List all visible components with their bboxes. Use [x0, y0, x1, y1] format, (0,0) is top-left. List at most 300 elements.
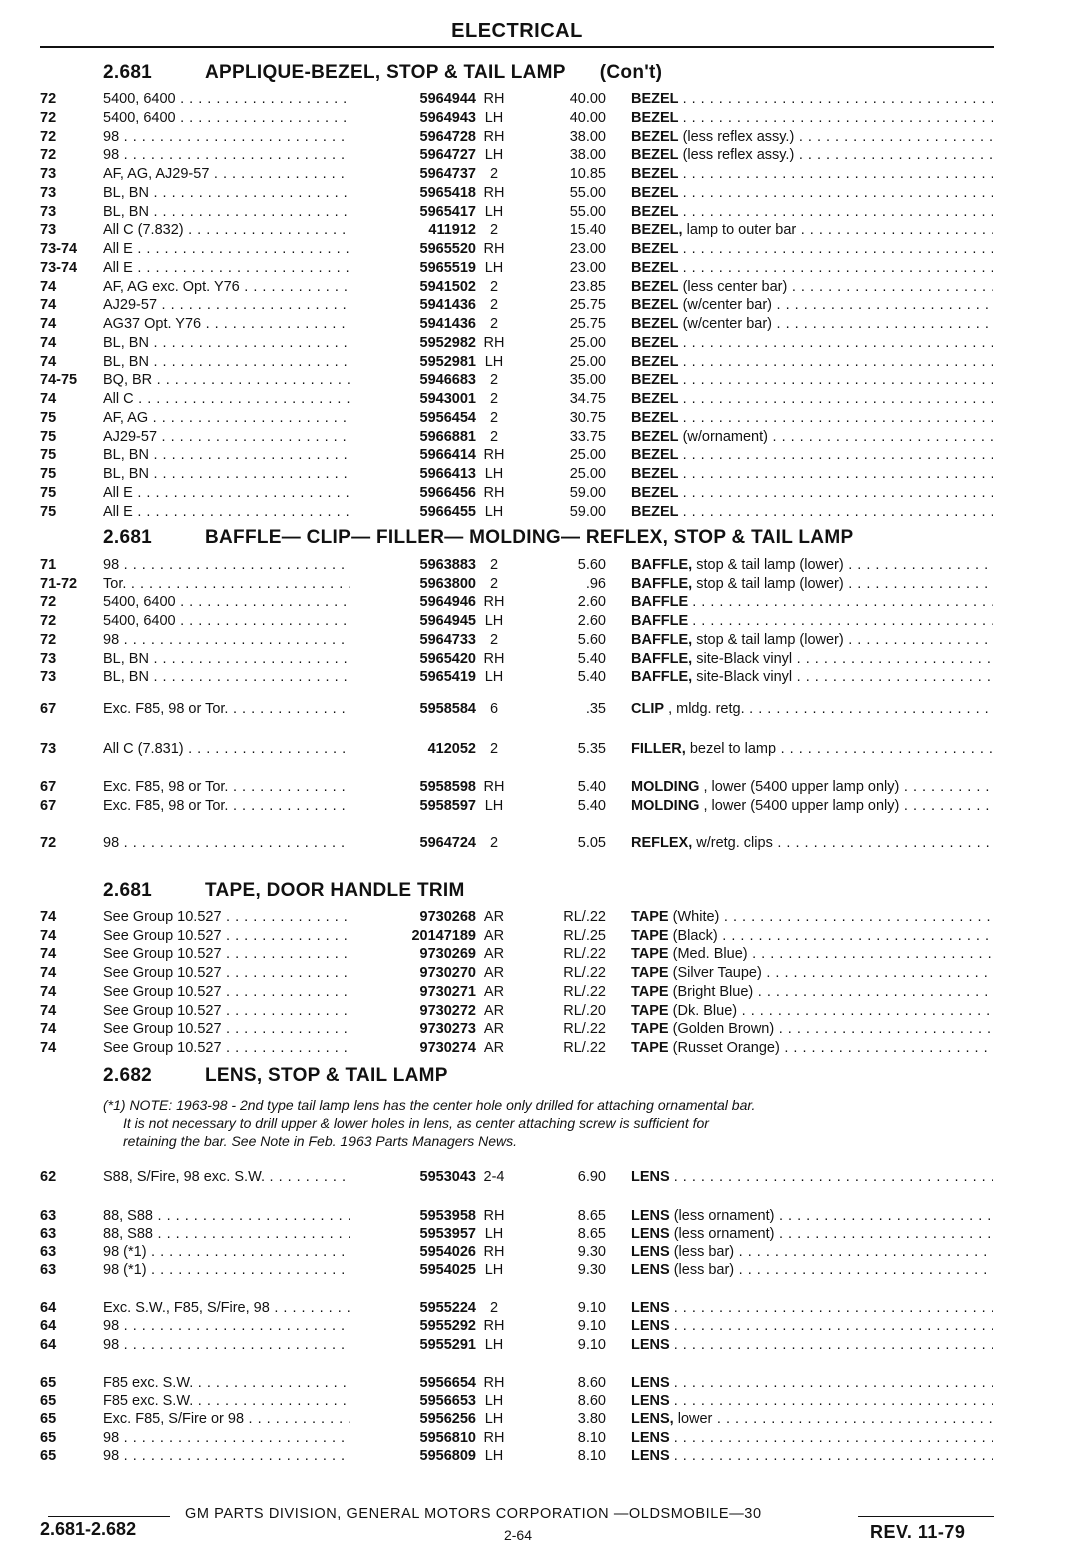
quantity: RH [483, 1244, 505, 1260]
price: 25.00 [569, 466, 606, 482]
table-row [0, 1429, 1078, 1448]
description-keyword: BEZEL [631, 316, 679, 332]
part-number: 9730269 [350, 945, 476, 964]
description-detail: (Bright Blue) [672, 983, 754, 1000]
description [631, 700, 993, 719]
description [631, 109, 993, 128]
description-detail: , lower (5400 upper lamp only) [703, 798, 900, 814]
description [631, 740, 993, 759]
description-keyword: LENS [631, 1300, 670, 1316]
model-year: 73 [40, 203, 57, 220]
description-keyword: TAPE [631, 965, 669, 982]
quantity: LH [484, 203, 504, 220]
description-keyword: TAPE [631, 1021, 669, 1038]
description [631, 446, 993, 465]
part-number: 5965418 [350, 184, 476, 203]
part-number: 9730270 [350, 964, 476, 983]
quantity: LH [484, 1262, 504, 1278]
description-detail: (Golden Brown) [672, 1021, 775, 1038]
description [631, 1429, 993, 1448]
description-keyword: BEZEL [631, 484, 679, 501]
description-keyword: BEZEL [631, 409, 679, 426]
part-number: 5958597 [350, 797, 476, 816]
table-row [0, 1392, 1078, 1411]
footer-section-range: 2.681-2.682 [40, 1519, 137, 1539]
description-keyword: BEZEL [631, 278, 679, 295]
table-row [0, 278, 1078, 297]
model-year: 63 [40, 1208, 57, 1224]
model-year: 72 [40, 835, 57, 851]
description-keyword: BEZEL [631, 334, 679, 351]
footer-page-number: 2-64 [503, 1527, 533, 1543]
model-year: 65 [40, 1393, 57, 1409]
part-number: 5958584 [350, 700, 476, 719]
description-detail: (w/center bar) [682, 297, 773, 314]
description-keyword: LENS, [631, 1411, 674, 1427]
table-row [0, 165, 1078, 184]
description-detail: (less reflex assy.) [682, 128, 795, 145]
model-year: 72 [40, 128, 57, 145]
price: RL/.20 [563, 1002, 606, 1019]
table-row [0, 203, 1078, 222]
description-keyword: BEZEL [631, 503, 679, 520]
application: See Group 10.527 . . . [103, 983, 373, 1002]
part-number: 5956454 [350, 409, 476, 428]
table-row [0, 556, 1078, 575]
price: 3.80 [577, 1411, 606, 1427]
description-detail: (less center bar) [682, 278, 788, 295]
application: 98 . . . [103, 631, 373, 650]
part-number: 5952981 [350, 353, 476, 372]
part-number: 5953957 [350, 1225, 476, 1244]
application: 5400, 6400 . . . [103, 612, 373, 631]
price: 9.10 [577, 1300, 606, 1316]
quantity: LH [484, 503, 504, 520]
part-number: 5964733 [350, 631, 476, 650]
model-year: 75 [40, 466, 57, 482]
description [631, 465, 993, 484]
section-header [103, 62, 662, 84]
quantity: AR [483, 1021, 505, 1038]
description-detail: (Russet Orange) [672, 1039, 780, 1056]
price: 23.00 [569, 241, 606, 257]
description [631, 945, 993, 964]
model-year: 73 [40, 166, 57, 182]
model-year: 63 [40, 1262, 57, 1278]
price: 5.60 [577, 557, 606, 573]
table-row [0, 1207, 1078, 1226]
price: 9.10 [577, 1318, 606, 1334]
table-row [0, 146, 1078, 165]
description-keyword: LENS [631, 1375, 670, 1391]
quantity: RH [483, 779, 505, 795]
model-year: 75 [40, 447, 57, 464]
description-keyword: LENS [631, 1430, 670, 1446]
section-number: 2.682 [103, 1065, 153, 1086]
part-number: 5965519 [350, 259, 476, 278]
description [631, 1447, 993, 1466]
description [631, 240, 993, 259]
description [631, 964, 993, 983]
model-year: 75 [40, 484, 57, 501]
price: 25.00 [569, 447, 606, 464]
application: 88, S88 . . . [103, 1225, 373, 1244]
part-number: 5965419 [350, 668, 476, 687]
quantity: RH [483, 184, 505, 201]
application: Tor. . . . [103, 575, 373, 594]
description-keyword: MOLDING [631, 798, 700, 814]
description [631, 184, 993, 203]
table-row [0, 128, 1078, 147]
quantity: LH [484, 669, 504, 686]
section-title: TAPE, DOOR HANDLE TRIM [205, 880, 465, 901]
table-row [0, 90, 1078, 109]
part-number: 5943001 [350, 390, 476, 409]
part-number: 5953958 [350, 1207, 476, 1226]
quantity: LH [484, 1411, 504, 1427]
table-row [0, 259, 1078, 278]
description [631, 1261, 993, 1280]
model-year: 74 [40, 1021, 57, 1038]
part-number: 5966455 [350, 503, 476, 522]
description [631, 1299, 993, 1318]
application: All E . . . [103, 484, 373, 503]
description-detail: bezel to lamp [689, 741, 777, 757]
quantity: LH [484, 1448, 504, 1464]
part-number: 5964724 [350, 834, 476, 853]
part-number: 5953043 [350, 1168, 476, 1187]
section-header [103, 527, 853, 549]
model-year: 73 [40, 184, 57, 201]
application: 98 . . . [103, 1317, 373, 1336]
price: 2.60 [577, 594, 606, 611]
description [631, 428, 993, 447]
quantity: AR [483, 927, 505, 944]
price: 10.85 [569, 166, 606, 182]
model-year: 74 [40, 946, 57, 963]
footer-rule [858, 1516, 994, 1517]
quantity: 2 [489, 372, 499, 389]
model-year: 64 [40, 1300, 57, 1316]
model-year: 74-75 [40, 372, 78, 389]
description [631, 259, 993, 278]
price: 30.75 [569, 409, 606, 426]
description-keyword: BEZEL [631, 147, 679, 164]
description-keyword: BEZEL [631, 259, 679, 276]
section-suffix: (Con't) [599, 62, 663, 83]
application: BL, BN . . . [103, 203, 373, 222]
description-detail: (less bar) [673, 1244, 735, 1260]
quantity: LH [484, 1226, 504, 1242]
application: Exc. F85, S/Fire or 98 . . . [103, 1410, 373, 1429]
table-row [0, 390, 1078, 409]
quantity: RH [483, 1318, 505, 1334]
price: 55.00 [569, 203, 606, 220]
description [631, 556, 993, 575]
description-detail: w/retg. clips [696, 835, 773, 851]
description [631, 927, 993, 946]
description [631, 203, 993, 222]
table-row [0, 296, 1078, 315]
price: 59.00 [569, 503, 606, 520]
description-keyword: BEZEL [631, 241, 679, 257]
price: 15.40 [569, 222, 606, 239]
section-number: 2.681 [103, 62, 153, 83]
quantity: AR [483, 983, 505, 1000]
model-year: 73 [40, 222, 57, 239]
quantity: 2 [489, 557, 499, 573]
description-detail: (Silver Taupe) [672, 965, 762, 982]
description-keyword: BEZEL [631, 184, 679, 201]
application: BL, BN . . . [103, 446, 373, 465]
application: 98 (*1) . . . [103, 1261, 373, 1280]
price: 5.05 [577, 835, 606, 851]
part-number: 5966413 [350, 465, 476, 484]
application: See Group 10.527 . . . [103, 1039, 373, 1058]
part-number: 5965417 [350, 203, 476, 222]
model-year: 74 [40, 353, 57, 370]
part-number: 5956810 [350, 1429, 476, 1448]
application: 5400, 6400 . . . [103, 90, 373, 109]
part-number: 9730272 [350, 1002, 476, 1021]
table-row [0, 797, 1078, 816]
description [631, 908, 993, 927]
description-keyword: BEZEL [631, 128, 679, 145]
model-year: 73 [40, 669, 57, 686]
description [631, 1317, 993, 1336]
part-number: 20147189 [350, 927, 476, 946]
description-detail: (less bar) [673, 1262, 735, 1278]
model-year: 73-74 [40, 259, 78, 276]
price: 8.10 [577, 1448, 606, 1464]
quantity: 2 [489, 222, 499, 239]
part-number: 5941436 [350, 315, 476, 334]
description-keyword: TAPE [631, 983, 669, 1000]
price: 9.30 [577, 1244, 606, 1260]
description-detail: (Med. Blue) [672, 946, 748, 963]
part-number: 9730268 [350, 908, 476, 927]
table-row [0, 353, 1078, 372]
model-year: 65 [40, 1448, 57, 1464]
quantity: AR [483, 965, 505, 982]
model-year: 74 [40, 1002, 57, 1019]
application: BL, BN . . . [103, 353, 373, 372]
part-number: 5955224 [350, 1299, 476, 1318]
description [631, 371, 993, 390]
model-year: 74 [40, 909, 57, 925]
part-number: 5956653 [350, 1392, 476, 1411]
price: 8.60 [577, 1393, 606, 1409]
quantity: LH [484, 109, 504, 126]
table-row [0, 778, 1078, 797]
section-number: 2.681 [103, 880, 153, 901]
description [631, 1020, 993, 1039]
model-year: 63 [40, 1226, 57, 1242]
table-row [0, 1002, 1078, 1021]
quantity: 2 [489, 575, 499, 592]
price: 8.10 [577, 1430, 606, 1446]
description [631, 593, 993, 612]
price: 9.30 [577, 1262, 606, 1278]
price: 5.40 [577, 669, 606, 686]
part-number: 5965520 [350, 240, 476, 259]
application: F85 exc. S.W. . . . [103, 1392, 373, 1411]
description-keyword: BEZEL [631, 91, 679, 107]
part-number: 5964943 [350, 109, 476, 128]
application: See Group 10.527 . . . [103, 964, 373, 983]
application: All C (7.832) . . . [103, 221, 373, 240]
application: All C . . . [103, 390, 373, 409]
part-number: 5964737 [350, 165, 476, 184]
quantity: 2 [489, 391, 499, 407]
part-number: 5964728 [350, 128, 476, 147]
table-row [0, 631, 1078, 650]
application: All E . . . [103, 240, 373, 259]
quantity: LH [484, 466, 504, 482]
note-line: It is not necessary to drill upper & lower holes in lens, as center attaching screw is sufficient for [123, 1115, 709, 1131]
model-year: 74 [40, 927, 57, 944]
quantity: RH [483, 1430, 505, 1446]
table-row [0, 446, 1078, 465]
page-title: ELECTRICAL [451, 20, 583, 42]
price: RL/.22 [563, 909, 606, 925]
quantity: LH [484, 1393, 504, 1409]
quantity: LH [484, 798, 504, 814]
description [631, 221, 993, 240]
price: 55.00 [569, 184, 606, 201]
description [631, 278, 993, 297]
part-number: 5954026 [350, 1243, 476, 1262]
description-detail: (less ornament) [673, 1226, 775, 1242]
price: 2.60 [577, 613, 606, 630]
application: BL, BN . . . [103, 668, 373, 687]
description-keyword: BEZEL [631, 447, 679, 464]
title-rule [40, 46, 994, 48]
model-year: 74 [40, 391, 57, 407]
section-title: APPLIQUE-BEZEL, STOP & TAIL LAMP [205, 62, 566, 83]
part-number: 5964946 [350, 593, 476, 612]
description [631, 1374, 993, 1393]
quantity: 2 [489, 1300, 499, 1316]
application: 5400, 6400 . . . [103, 593, 373, 612]
table-row [0, 315, 1078, 334]
part-number: 5966414 [350, 446, 476, 465]
description [631, 1410, 993, 1429]
description-detail: (less reflex assy.) [682, 147, 795, 164]
part-number: 5954025 [350, 1261, 476, 1280]
description-keyword: BEZEL [631, 353, 679, 370]
part-number: 5941436 [350, 296, 476, 315]
description-detail: (less ornament) [673, 1208, 775, 1224]
description [631, 1392, 993, 1411]
application: 88, S88 . . . [103, 1207, 373, 1226]
description-keyword: BEZEL [631, 203, 679, 220]
description-detail: (w/ornament) [682, 428, 768, 445]
description-keyword: BAFFLE, [631, 631, 693, 648]
description-detail: stop & tail lamp (lower) [696, 575, 844, 592]
description-keyword: BAFFLE, [631, 650, 693, 667]
price: 25.75 [569, 316, 606, 332]
description-keyword: BEZEL [631, 109, 679, 126]
model-year: 65 [40, 1411, 57, 1427]
lens-note [103, 1096, 993, 1150]
model-year: 74 [40, 278, 57, 295]
table-row [0, 409, 1078, 428]
application: 98 . . . [103, 128, 373, 147]
application: AG37 Opt. Y76 . . . [103, 315, 373, 334]
section-title: LENS, STOP & TAIL LAMP [205, 1065, 448, 1086]
description-detail: (Black) [672, 927, 718, 944]
description-keyword: MOLDING [631, 779, 700, 795]
note-line: (*1) NOTE: 1963-98 - 2nd type tail lamp lens has the center hole only drilled for attaching ornamental bar. [103, 1097, 756, 1113]
application: BL, BN . . . [103, 650, 373, 669]
quantity: 2-4 [483, 1169, 505, 1185]
description [631, 334, 993, 353]
description-keyword: LENS [631, 1208, 670, 1224]
description [631, 128, 993, 147]
application: 5400, 6400 . . . [103, 109, 373, 128]
description [631, 503, 993, 522]
price: 38.00 [569, 128, 606, 145]
description [631, 1225, 993, 1244]
description [631, 1336, 993, 1355]
application: 98 . . . [103, 1429, 373, 1448]
application: See Group 10.527 . . . [103, 908, 373, 927]
description-keyword: LENS [631, 1262, 670, 1278]
price: RL/.22 [563, 946, 606, 963]
table-row [0, 612, 1078, 631]
application: Exc. F85, 98 or Tor. . . . [103, 700, 373, 719]
price: 8.65 [577, 1208, 606, 1224]
price: 6.90 [577, 1169, 606, 1185]
quantity: 2 [489, 278, 499, 295]
price: 59.00 [569, 484, 606, 501]
application: 98 . . . [103, 146, 373, 165]
price: 5.60 [577, 631, 606, 648]
description-detail: (Dk. Blue) [672, 1002, 738, 1019]
model-year: 75 [40, 503, 57, 520]
description [631, 575, 993, 594]
part-number: 5946683 [350, 371, 476, 390]
table-row [0, 371, 1078, 390]
price: 35.00 [569, 372, 606, 389]
table-row [0, 221, 1078, 240]
quantity: 2 [489, 631, 499, 648]
part-number: 5964945 [350, 612, 476, 631]
model-year: 73 [40, 741, 57, 757]
description [631, 90, 993, 109]
part-number: 9730273 [350, 1020, 476, 1039]
description-keyword: TAPE [631, 927, 669, 944]
table-row [0, 240, 1078, 259]
table-row [0, 109, 1078, 128]
description-detail: site-Black vinyl [696, 650, 793, 667]
quantity: 2 [489, 166, 499, 182]
quantity: RH [483, 650, 505, 667]
table-row [0, 927, 1078, 946]
part-number: 5941502 [350, 278, 476, 297]
description-keyword: BEZEL [631, 391, 679, 407]
quantity: AR [483, 1002, 505, 1019]
description-keyword: BAFFLE [631, 594, 689, 611]
price: 40.00 [569, 91, 606, 107]
description [631, 834, 993, 853]
description-keyword: TAPE [631, 946, 669, 963]
quantity: 2 [489, 316, 499, 332]
table-row [0, 503, 1078, 522]
description-keyword: TAPE [631, 1039, 669, 1056]
application: See Group 10.527 . . . [103, 1020, 373, 1039]
